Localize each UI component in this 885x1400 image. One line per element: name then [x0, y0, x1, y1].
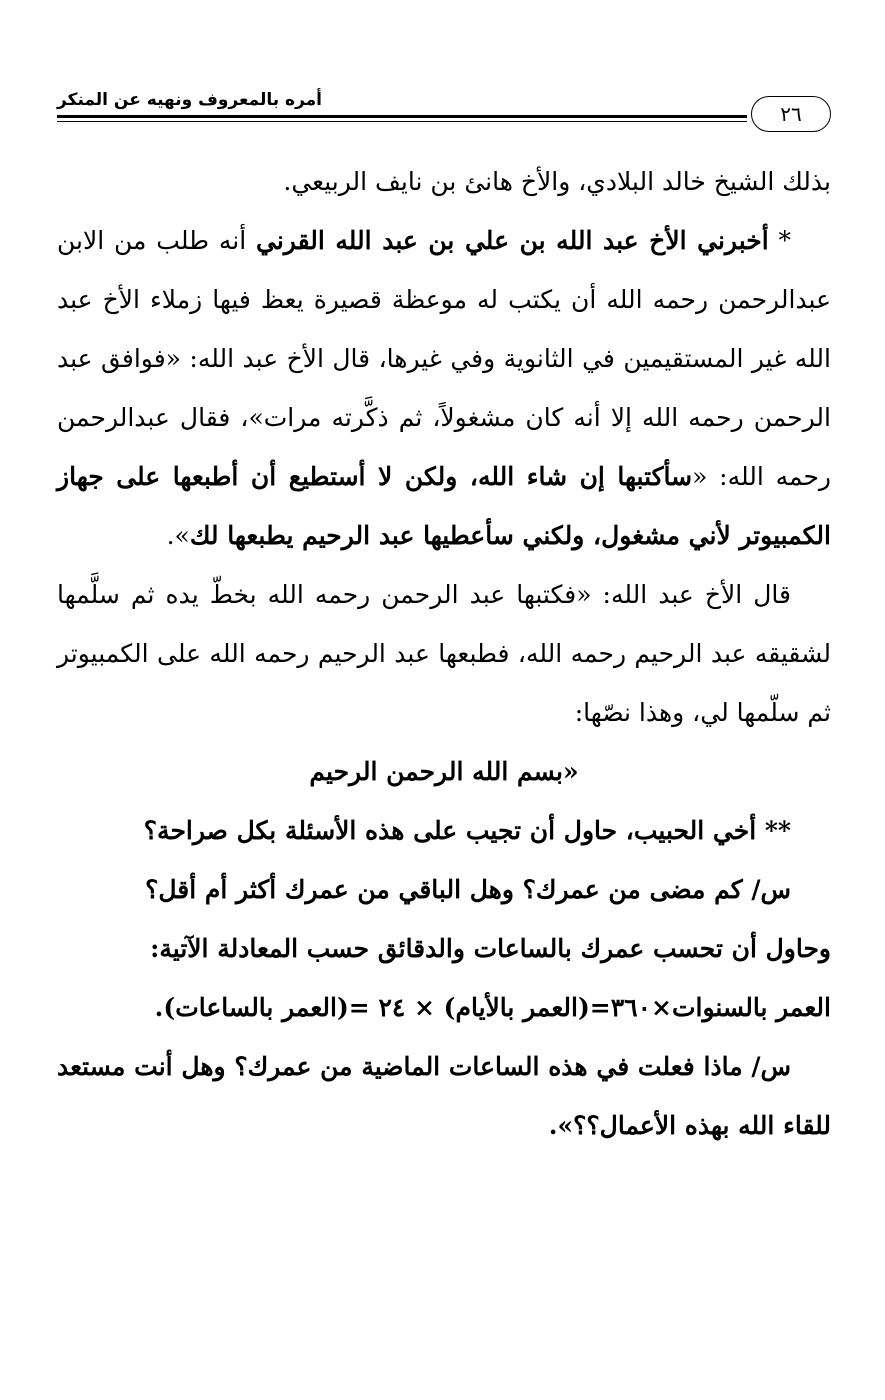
- paragraph-narration: قال الأخ عبد الله: «فكتبها عبد الرحمن رحمه الله بخطّ يده ثم سلَّمها لشقيقه عبد الرحيم رحمه الله، فطبعها عبد الرحيم رحمه الله على الكمبيوتر ثم سلّمها لي، وهذا نصّها:: [57, 580, 831, 727]
- report-text: أنه طلب من الابن عبدالرحمن رحمه الله أن يكتب له موعظة قصيرة يعظ فيها زملاء الأخ عبد الله غير المستقيمين في الثانوية وفي غيرها، قال الأخ عبد الله: «فوافق عبد الرحمن رحمه الله إلا أنه كان مشغولاً، ثم ذكَّرته مرات»، فقال عبدالرحمن رحمه الله: «: [57, 226, 831, 491]
- quote-close: ».: [166, 521, 190, 550]
- quoted-reply: سأكتبها إن شاء الله، ولكن لا أستطيع أن أطبعها على جهاز الكمبيوتر لأني مشغول، ولكني سأعطيها عبد الرحيم يطبعها لك: [57, 462, 831, 550]
- header-rule-thin: [57, 121, 747, 122]
- page-body: [57, 152, 831, 1155]
- age-equation: العمر بالسنوات×٣٦٠=(العمر بالأيام) × ٢٤ =(العمر بالساعات).: [154, 993, 831, 1022]
- running-header-title: أمره بالمعروف ونهيه عن المنكر: [57, 90, 323, 110]
- questions-intro: ** أخي الحبيب، حاول أن تجيب على هذه الأسئلة بكل صراحة؟: [143, 816, 791, 845]
- paragraph-report: [57, 211, 831, 565]
- question-2: س/ ماذا فعلت في هذه الساعات الماضية من عمرك؟ وهل أنت مستعد للقاء الله بهذه الأعمال؟؟».: [57, 1052, 831, 1140]
- calculation-instruction: وحاول أن تحسب عمرك بالساعات والدقائق حسب المعادلة الآتية:: [150, 934, 831, 963]
- basmala: «بسم الله الرحمن الرحيم: [309, 757, 579, 786]
- paragraph-continuation: بذلك الشيخ خالد البلادي، والأخ هانئ بن نايف الربيعي.: [283, 167, 831, 196]
- narrator-name: أخبرني الأخ عبد الله بن علي بن عبد الله القرني: [255, 226, 769, 255]
- star-marker: *: [768, 226, 791, 255]
- question-1: س/ كم مضى من عمرك؟ وهل الباقي من عمرك أكثر أم أقل؟: [145, 875, 791, 904]
- page-header: [57, 90, 831, 150]
- page-number: ٢٦: [751, 96, 831, 132]
- header-rule: [57, 115, 747, 118]
